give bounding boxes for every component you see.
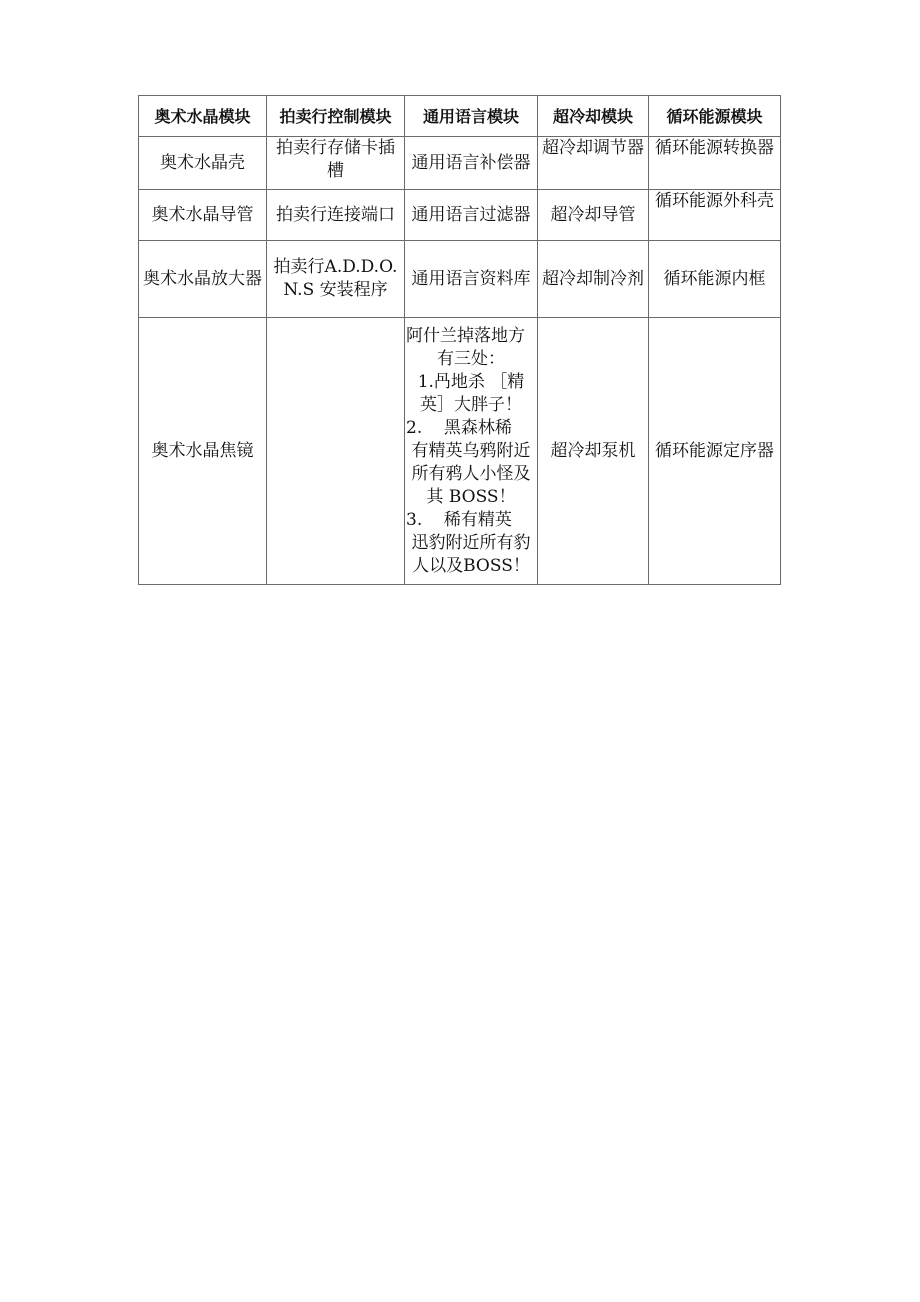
header-auction-control: 拍卖行控制模块 xyxy=(267,96,405,137)
note-line: 3. 稀有精英 xyxy=(406,509,512,530)
drop-location-note xyxy=(405,318,538,585)
note-line: 迅豹附近所有豹 xyxy=(411,532,531,553)
table-cell: 超冷却调节器 xyxy=(538,137,649,190)
note-line: 其 BOSS！ xyxy=(426,486,516,507)
table-cell: 通用语言过滤器 xyxy=(405,190,538,241)
table-row xyxy=(139,318,781,585)
table-cell: 超冷却泵机 xyxy=(538,318,649,585)
note-line: 所有鸦人小怪及 xyxy=(411,463,531,484)
table-cell: 拍卖行连接端口 xyxy=(267,190,405,241)
table-cell: 奥术水晶焦镜 xyxy=(139,318,267,585)
table-cell: 奥术水晶壳 xyxy=(139,137,267,190)
note-line: 英］大胖子！ xyxy=(420,394,522,415)
table-cell: 超冷却制冷剂 xyxy=(538,241,649,318)
note-line: 2. 黑森林稀 xyxy=(406,417,512,438)
note-line: 有三处： xyxy=(437,348,505,369)
header-cyclic-energy: 循环能源模块 xyxy=(649,96,781,137)
table-row xyxy=(139,137,781,190)
table-cell: 通用语言资料库 xyxy=(405,241,538,318)
note-line: 阿什兰掉落地方 xyxy=(406,325,525,346)
header-supercooling: 超冷却模块 xyxy=(538,96,649,137)
table-cell: 拍卖行存储卡插槽 xyxy=(267,137,405,190)
table-row xyxy=(139,241,781,318)
table-cell: 循环能源转换器 xyxy=(649,137,781,190)
table-cell: 通用语言补偿器 xyxy=(405,137,538,190)
table-cell: 循环能源定序器 xyxy=(649,318,781,585)
header-arcane-crystal: 奥术水晶模块 xyxy=(139,96,267,137)
table-cell: 奥术水晶导管 xyxy=(139,190,267,241)
table-cell: 循环能源外科壳 xyxy=(649,190,781,241)
module-table xyxy=(138,95,781,585)
table-cell: 循环能源内框 xyxy=(649,241,781,318)
table-row xyxy=(139,190,781,241)
note-line: 有精英乌鸦附近 xyxy=(411,440,531,461)
header-common-language: 通用语言模块 xyxy=(405,96,538,137)
table-cell: 奥术水晶放大器 xyxy=(139,241,267,318)
header-row xyxy=(139,96,781,137)
table-cell: 超冷却导管 xyxy=(538,190,649,241)
table-cell xyxy=(267,318,405,585)
note-line: 1.冎地杀 ［精 xyxy=(417,371,525,392)
table-cell: 拍卖行A.D.D.O.N.S 安装程序 xyxy=(267,241,405,318)
note-line: 人以及BOSS！ xyxy=(412,555,530,576)
